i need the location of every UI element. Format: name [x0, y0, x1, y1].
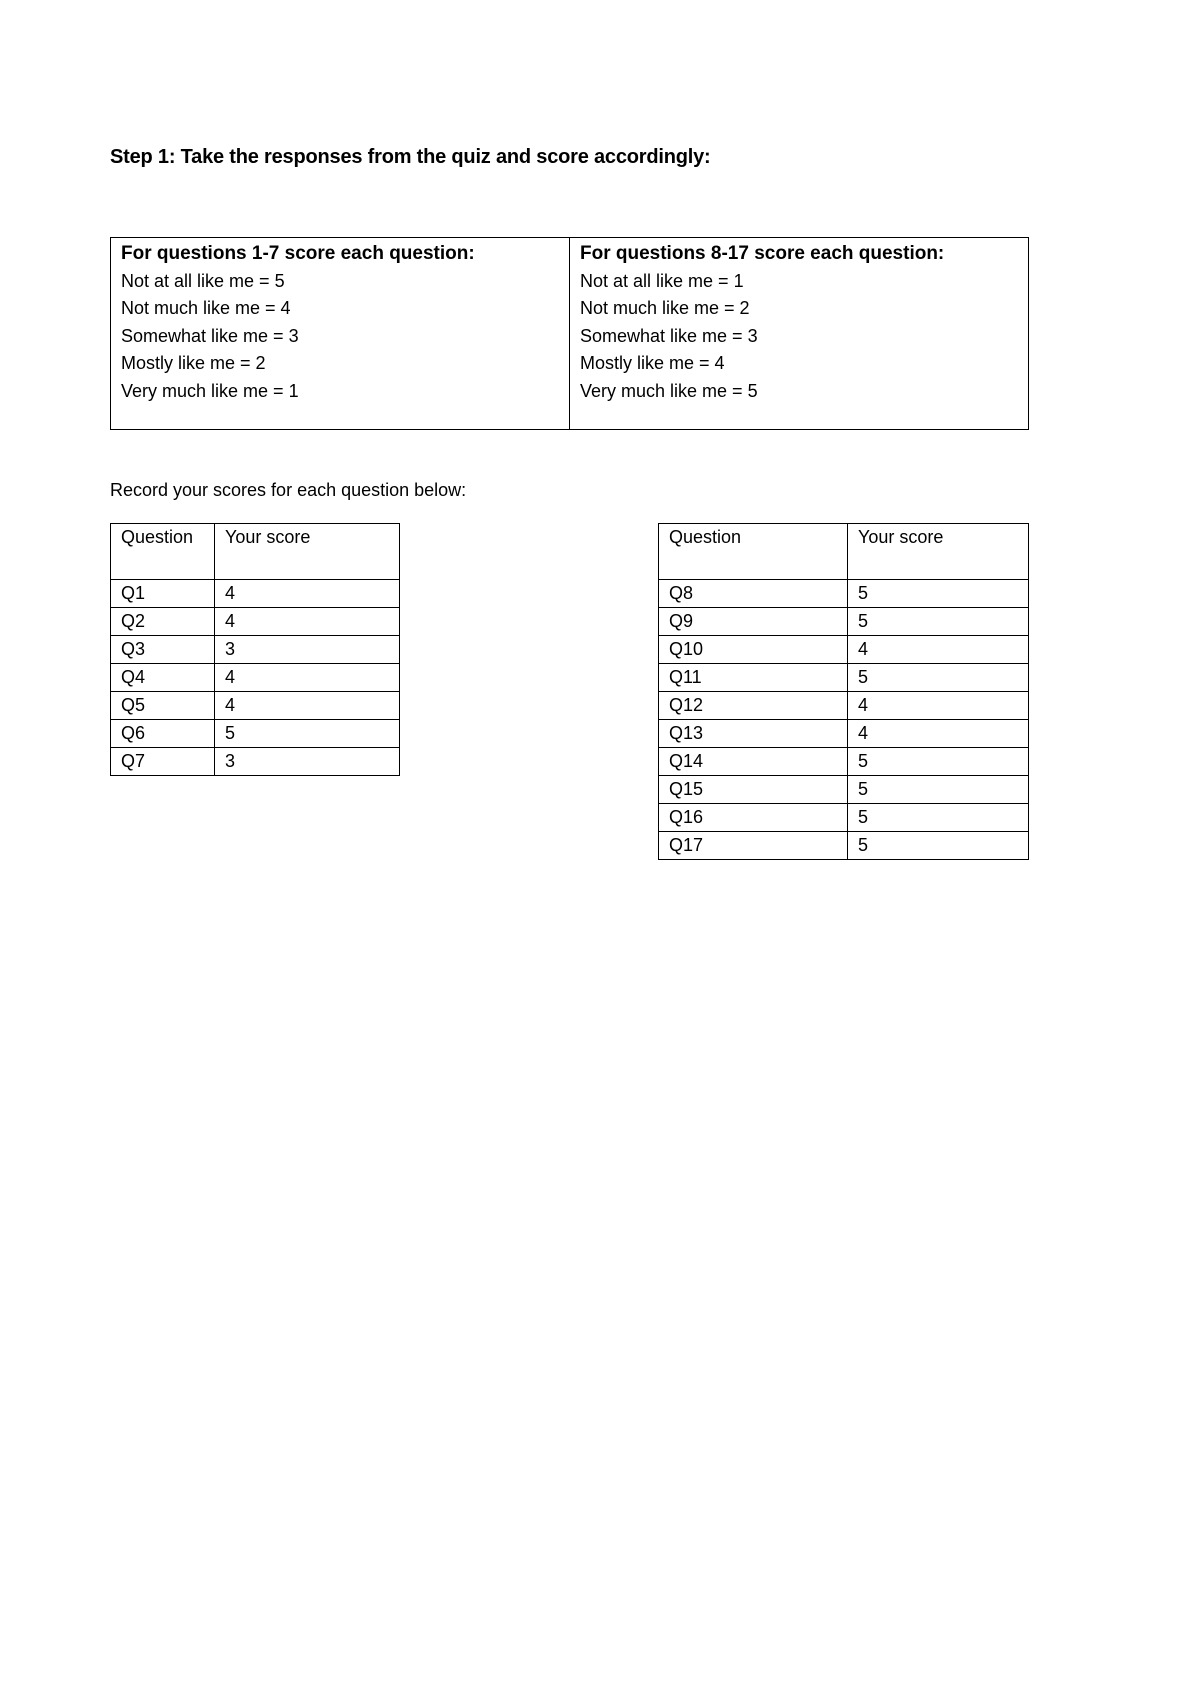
question-cell: Q12: [659, 692, 848, 720]
score-cell[interactable]: 5: [848, 580, 1029, 608]
rule-heading: For questions 8-17 score each question:: [580, 243, 945, 264]
rule-line: Not much like me = 2: [580, 298, 750, 318]
score-table-q8-q17: [658, 523, 1029, 860]
column-header-question: Question: [659, 524, 848, 580]
question-cell: Q17: [659, 832, 848, 860]
score-cell[interactable]: 4: [848, 636, 1029, 664]
score-cell[interactable]: 5: [215, 720, 400, 748]
rule-heading: For questions 1-7 score each question:: [121, 243, 475, 264]
rules-cell-questions-1-7: [111, 238, 570, 430]
question-cell: Q5: [111, 692, 215, 720]
table-header-row: [659, 524, 1029, 580]
rule-line: Mostly like me = 2: [121, 353, 266, 373]
score-cell[interactable]: 5: [848, 804, 1029, 832]
question-cell: Q1: [111, 580, 215, 608]
question-cell: Q3: [111, 636, 215, 664]
score-cell[interactable]: 3: [215, 636, 400, 664]
table-row: [111, 692, 400, 720]
question-cell: Q2: [111, 608, 215, 636]
table-row: [659, 832, 1029, 860]
table-row: [111, 720, 400, 748]
table-header-row: [111, 524, 400, 580]
table-row: [659, 580, 1029, 608]
record-instruction: Record your scores for each question below:: [110, 480, 467, 500]
score-cell[interactable]: 4: [848, 720, 1029, 748]
page-title: Step 1: Take the responses from the quiz and score accordingly:: [110, 146, 711, 168]
column-header-score: Your score: [215, 524, 400, 580]
table-row: [111, 608, 400, 636]
question-cell: Q4: [111, 664, 215, 692]
table-row: [659, 664, 1029, 692]
question-cell: Q10: [659, 636, 848, 664]
table-row: [111, 748, 400, 776]
question-cell: Q11: [659, 664, 848, 692]
question-cell: Q13: [659, 720, 848, 748]
question-cell: Q7: [111, 748, 215, 776]
table-row: [111, 664, 400, 692]
question-cell: Q14: [659, 748, 848, 776]
scoring-rules-table: [110, 237, 1029, 430]
question-cell: Q15: [659, 776, 848, 804]
score-cell[interactable]: 4: [215, 580, 400, 608]
score-cell[interactable]: 3: [215, 748, 400, 776]
table-row: [111, 636, 400, 664]
table-row: [659, 776, 1029, 804]
table-row: [659, 804, 1029, 832]
score-cell[interactable]: 4: [848, 692, 1029, 720]
score-cell[interactable]: 4: [215, 692, 400, 720]
table-row: [111, 580, 400, 608]
score-cell[interactable]: 5: [848, 748, 1029, 776]
rules-cell-questions-8-17: [570, 238, 1029, 430]
score-cell[interactable]: 5: [848, 832, 1029, 860]
table-row: [659, 636, 1029, 664]
rule-line: Very much like me = 1: [121, 380, 299, 401]
question-cell: Q8: [659, 580, 848, 608]
rule-line: Not at all like me = 5: [121, 270, 285, 291]
table-row: [659, 692, 1029, 720]
rule-line: Not at all like me = 1: [580, 270, 744, 291]
table-row: [659, 720, 1029, 748]
rule-line: Mostly like me = 4: [580, 353, 725, 373]
rule-line: Very much like me = 5: [580, 380, 758, 401]
score-cell[interactable]: 4: [215, 608, 400, 636]
score-table-q1-q7: [110, 523, 400, 776]
column-header-question: Question: [111, 524, 215, 580]
question-cell: Q6: [111, 720, 215, 748]
column-header-score: Your score: [848, 524, 1029, 580]
score-cell[interactable]: 5: [848, 608, 1029, 636]
score-cell[interactable]: 5: [848, 664, 1029, 692]
rule-line: Not much like me = 4: [121, 298, 291, 318]
table-row: [659, 608, 1029, 636]
question-cell: Q9: [659, 608, 848, 636]
table-row: [659, 748, 1029, 776]
rule-line: Somewhat like me = 3: [580, 325, 758, 346]
score-cell[interactable]: 5: [848, 776, 1029, 804]
rule-line: Somewhat like me = 3: [121, 325, 299, 346]
question-cell: Q16: [659, 804, 848, 832]
score-cell[interactable]: 4: [215, 664, 400, 692]
